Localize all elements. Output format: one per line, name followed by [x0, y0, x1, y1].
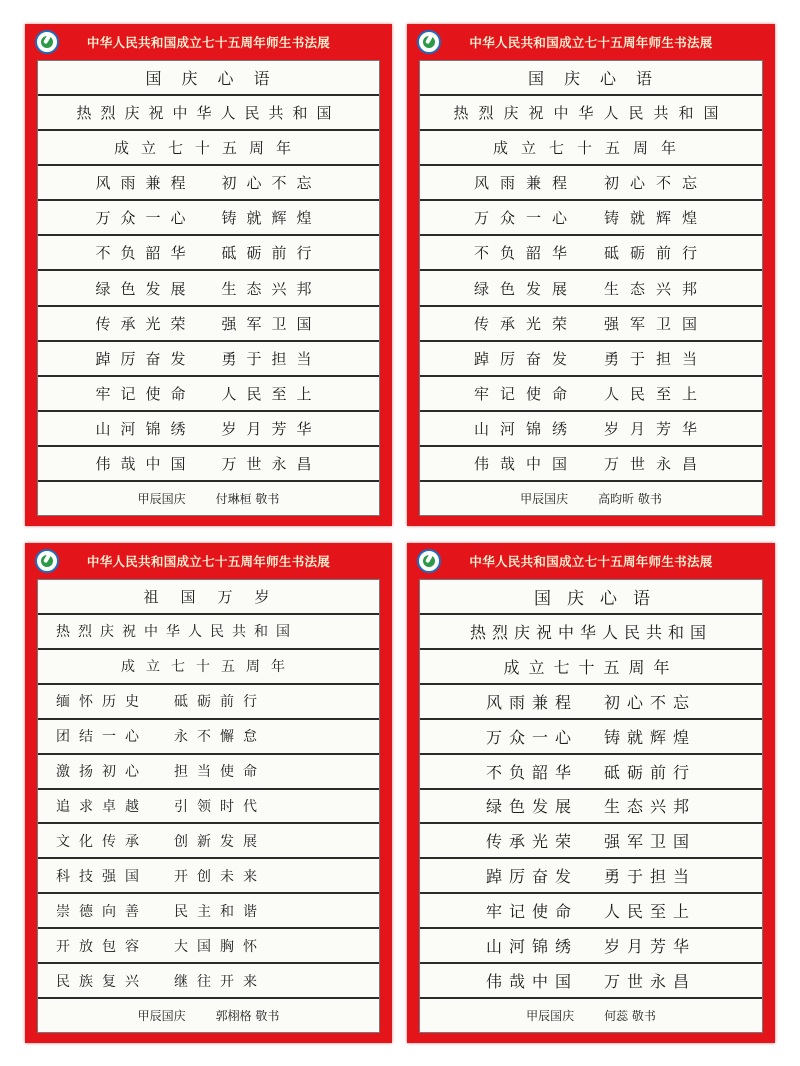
couplet-first-half: 科技强国 — [56, 868, 148, 885]
couplet-row — [420, 790, 762, 825]
couplet-second-half: 生态兴邦 — [604, 279, 709, 298]
couplet-row — [420, 824, 762, 859]
couplet-second-half: 勇于担当 — [604, 867, 697, 887]
couplet-row — [38, 201, 379, 236]
couplet-first-half: 不负韶华 — [485, 762, 578, 782]
couplet-row — [420, 377, 762, 412]
couplet-first-half: 绿色发展 — [485, 797, 578, 817]
couplet-second-half: 初心不忘 — [221, 174, 322, 193]
couplet-first-half: 开放包容 — [56, 938, 148, 955]
sheet-rows — [38, 61, 379, 515]
couplet-row — [420, 307, 762, 342]
couplet-second-half: 万世永昌 — [604, 454, 709, 473]
couplet-first-half: 追求卓越 — [56, 798, 148, 815]
couplet-row — [420, 166, 762, 201]
dedication-line-1: 热烈庆祝中华人民共和国 — [420, 615, 762, 650]
couplet-first-half: 传承光荣 — [485, 832, 578, 852]
couplet-second-half: 人民至上 — [221, 384, 322, 403]
couplet-second-half: 强军卫国 — [604, 832, 697, 852]
dedication-line-1: 热烈庆祝中华人民共和国 — [420, 96, 762, 131]
couplet-first-half: 牢记使命 — [485, 902, 578, 922]
couplet-first-half: 牢记使命 — [473, 384, 578, 403]
signature-author: 高昀昕 敬书 — [598, 491, 662, 506]
calligraphy-panel-3 — [25, 543, 392, 1043]
couplet-row — [38, 755, 379, 790]
signature-author: 何蕊 敬书 — [604, 1009, 656, 1024]
signature-row — [420, 999, 762, 1032]
couplet-second-half: 砥砺前行 — [604, 244, 709, 263]
couplet-first-half: 民族复兴 — [56, 973, 148, 990]
couplet-row — [420, 859, 762, 894]
couplet-first-half: 绿色发展 — [473, 279, 578, 298]
couplet-second-half: 大国胸怀 — [174, 938, 266, 955]
couplet-second-half: 继往开来 — [174, 973, 266, 990]
panel-header — [25, 543, 392, 579]
couplet-first-half: 伟哉中国 — [485, 972, 578, 992]
couplet-second-half: 砥砺前行 — [174, 694, 266, 711]
couplet-row — [38, 447, 379, 482]
couplet-row — [38, 790, 379, 825]
couplet-first-half: 山河锦绣 — [95, 419, 196, 438]
piece-title: 国庆心语 — [420, 580, 762, 615]
exhibition-title: 中华人民共和国成立七十五周年师生书法展 — [469, 554, 713, 569]
dedication-line-2: 成立七十五周年 — [38, 131, 379, 166]
sheet-rows — [420, 580, 762, 1032]
couplet-row — [38, 236, 379, 271]
couplet-first-half: 风雨兼程 — [95, 174, 196, 193]
couplet-row — [38, 824, 379, 859]
couplet-row — [38, 894, 379, 929]
couplet-second-half: 岁月芳华 — [221, 419, 322, 438]
sheet-rows — [38, 580, 379, 1032]
couplet-second-half: 初心不忘 — [604, 692, 697, 712]
couplet-second-half: 铸就辉煌 — [221, 209, 322, 228]
couplet-row — [420, 720, 762, 755]
exhibition-title: 中华人民共和国成立七十五周年师生书法展 — [86, 554, 331, 569]
couplet-row — [420, 412, 762, 447]
signature-author: 付琳桓 敬书 — [215, 491, 280, 506]
couplet-row — [420, 201, 762, 236]
couplet-second-half: 创新发展 — [174, 833, 266, 850]
couplet-first-half: 踔厉奋发 — [473, 349, 578, 368]
dedication-line-2: 成立七十五周年 — [420, 131, 762, 166]
couplet-row — [420, 755, 762, 790]
couplet-row — [38, 342, 379, 377]
couplet-row — [420, 929, 762, 964]
couplet-row — [38, 271, 379, 306]
exhibition-title: 中华人民共和国成立七十五周年师生书法展 — [469, 35, 713, 50]
couplet-second-half: 民主和谐 — [174, 903, 266, 920]
piece-title: 国庆心语 — [38, 61, 379, 96]
couplet-first-half: 踔厉奋发 — [485, 867, 578, 887]
couplet-second-half: 岁月芳华 — [604, 419, 709, 438]
couplet-row — [420, 236, 762, 271]
writing-sheet — [419, 579, 763, 1033]
couplet-row — [420, 271, 762, 306]
couplet-second-half: 勇于担当 — [604, 349, 709, 368]
couplet-first-half: 万众一心 — [485, 727, 578, 747]
signature-date: 甲辰国庆 — [526, 1009, 575, 1024]
couplet-row — [38, 929, 379, 964]
couplet-second-half: 铸就辉煌 — [604, 209, 709, 228]
couplet-row — [38, 720, 379, 755]
couplet-first-half: 山河锦绣 — [473, 419, 578, 438]
panel-header — [25, 24, 392, 60]
couplet-first-half: 伟哉中国 — [473, 454, 578, 473]
writing-sheet — [419, 60, 763, 516]
couplet-row — [420, 894, 762, 929]
couplet-first-half: 万众一心 — [95, 209, 196, 228]
couplet-row — [420, 964, 762, 999]
logo-icon — [35, 549, 59, 573]
couplet-second-half: 永不懈怠 — [174, 729, 266, 746]
sheet-rows — [420, 61, 762, 515]
piece-title: 国庆心语 — [420, 61, 762, 96]
signature-row — [38, 482, 379, 515]
couplet-second-half: 万世永昌 — [604, 972, 697, 992]
writing-sheet — [37, 60, 380, 516]
couplet-row — [38, 859, 379, 894]
couplet-first-half: 传承光荣 — [473, 314, 578, 333]
couplet-first-half: 踔厉奋发 — [95, 349, 196, 368]
logo-icon — [417, 549, 441, 573]
couplet-second-half: 人民至上 — [604, 384, 709, 403]
couplet-second-half: 勇于担当 — [221, 349, 322, 368]
couplet-second-half: 引领时代 — [174, 798, 266, 815]
exhibition-title: 中华人民共和国成立七十五周年师生书法展 — [86, 35, 331, 50]
couplet-second-half: 强军卫国 — [221, 314, 322, 333]
dedication-line-1: 热烈庆祝中华人民共和国 — [38, 615, 379, 650]
logo-icon — [35, 30, 59, 54]
couplet-row — [38, 377, 379, 412]
couplet-row — [420, 342, 762, 377]
signature-date: 甲辰国庆 — [520, 491, 569, 506]
signature-author: 郭栩格 敬书 — [215, 1009, 280, 1024]
couplet-second-half: 初心不忘 — [604, 174, 709, 193]
couplet-first-half: 传承光荣 — [95, 314, 196, 333]
couplet-row — [38, 307, 379, 342]
dedication-line-2: 成立七十五周年 — [420, 650, 762, 685]
couplet-first-half: 文化传承 — [56, 833, 148, 850]
couplet-row — [38, 685, 379, 720]
calligraphy-panel-2 — [407, 24, 775, 526]
panel-header — [407, 24, 775, 60]
dedication-line-2: 成立七十五周年 — [38, 650, 379, 685]
couplet-first-half: 牢记使命 — [95, 384, 196, 403]
couplet-row — [38, 412, 379, 447]
couplet-first-half: 山河锦绣 — [485, 937, 578, 957]
couplet-second-half: 铸就辉煌 — [604, 727, 697, 747]
couplet-row — [38, 166, 379, 201]
couplet-second-half: 砥砺前行 — [604, 762, 697, 782]
couplet-first-half: 风雨兼程 — [485, 692, 578, 712]
couplet-first-half: 不负韶华 — [95, 244, 196, 263]
couplet-first-half: 团结一心 — [56, 729, 148, 746]
signature-row — [420, 482, 762, 515]
signature-date: 甲辰国庆 — [137, 491, 186, 506]
couplet-first-half: 伟哉中国 — [95, 454, 196, 473]
couplet-first-half: 绿色发展 — [95, 279, 196, 298]
couplet-second-half: 生态兴邦 — [604, 797, 697, 817]
couplet-first-half: 崇德向善 — [56, 903, 148, 920]
couplet-second-half: 万世永昌 — [221, 454, 322, 473]
couplet-second-half: 岁月芳华 — [604, 937, 697, 957]
couplet-first-half: 万众一心 — [473, 209, 578, 228]
signature-row — [38, 999, 379, 1032]
couplet-row — [420, 685, 762, 720]
couplet-second-half: 砥砺前行 — [221, 244, 322, 263]
dedication-line-1: 热烈庆祝中华人民共和国 — [38, 96, 379, 131]
couplet-second-half: 人民至上 — [604, 902, 697, 922]
couplet-first-half: 不负韶华 — [473, 244, 578, 263]
couplet-second-half: 开创未来 — [174, 868, 266, 885]
signature-date: 甲辰国庆 — [137, 1009, 186, 1024]
couplet-first-half: 激扬初心 — [56, 764, 148, 781]
logo-icon — [417, 30, 441, 54]
panel-header — [407, 543, 775, 579]
calligraphy-panel-4 — [407, 543, 775, 1043]
couplet-first-half: 缅怀历史 — [56, 694, 148, 711]
calligraphy-panel-1 — [25, 24, 392, 526]
couplet-second-half: 担当使命 — [174, 764, 266, 781]
piece-title: 祖国万岁 — [38, 580, 379, 615]
writing-sheet — [37, 579, 380, 1033]
couplet-first-half: 风雨兼程 — [473, 174, 578, 193]
couplet-row — [38, 964, 379, 999]
couplet-row — [420, 447, 762, 482]
couplet-second-half: 强军卫国 — [604, 314, 709, 333]
couplet-second-half: 生态兴邦 — [221, 279, 322, 298]
